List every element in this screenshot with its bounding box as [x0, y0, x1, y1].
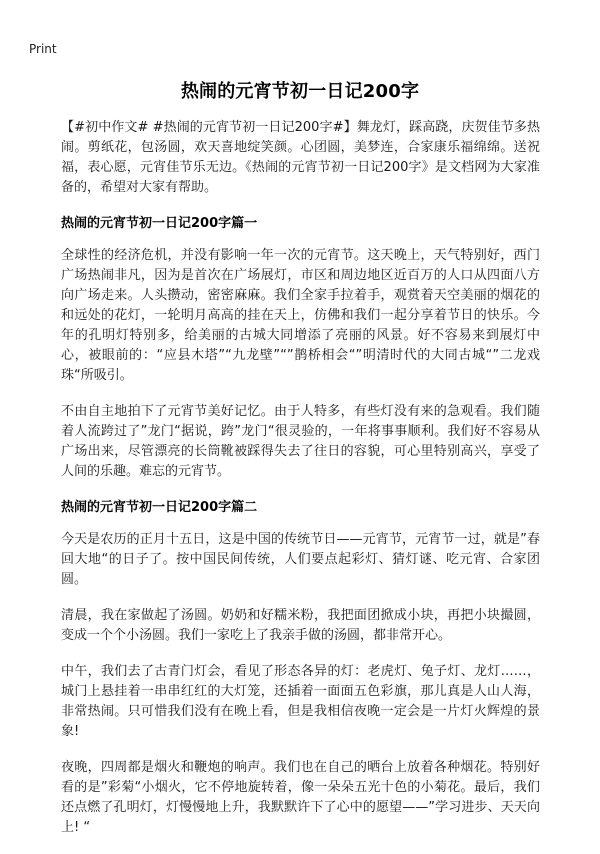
- intro-paragraph: 【#初中作文# #热闹的元宵节初一日记200字#】舞龙灯，踩高跷，庆贺佳节多热闹。剪纸花，包汤圆，欢天喜地绽笑颜。心团圆，美梦连，合家康乐福绵绵。送祝福，表心愿，元宵佳节乐无边。《热闹的元宵节初一日记200字》是文档网为大家准备的，希望对大家有帮助。: [61, 120, 540, 195]
- section-heading: 热闹的元宵节初一日记200字篇二: [61, 500, 258, 515]
- section-heading: 热闹的元宵节初一日记200字篇一: [61, 216, 258, 231]
- section-paragraph: 夜晚，四周都是烟火和鞭炮的响声。我们也在自己的晒台上放着各种烟花。特别好看的是”彩菊“小烟火，它不停地旋转着，像一朵朵五光十色的小菊花。最后，我们还点燃了孔明灯，灯慢慢地上升，我默默许下了心中的愿望——”学习进步、天天向上! “: [61, 760, 540, 835]
- print-link[interactable]: Print: [29, 42, 57, 56]
- section-paragraph: 清晨，我在家做起了汤圆。奶奶和好糯米粉，我把面团掀成小块，再把小块撮圆，变成一个个小汤圆。我们一家吃上了我亲手做的汤圆，都非常开心。: [61, 608, 540, 643]
- section-paragraph: 今天是农历的正月十五日，这是中国的传统节日——元宵节，元宵节一过，就是”春回大地“的日子了。按中国民间传统，人们要点起彩灯、猜灯谜、吃元宵、合家团圆。: [61, 532, 540, 587]
- section-paragraph: 中午，我们去了古青门灯会，看见了形态各异的灯：老虎灯、兔子灯、龙灯……，城门上悬挂着一串串红红的大灯笼，还插着一面面五色彩旗，那儿真是人山人海，非常热闹。只可惜我们没有在晚上看，但是我相信夜晚一定会是一片灯火辉煌的景象!: [61, 664, 540, 739]
- page-title: 热闹的元宵节初一日记200字: [180, 81, 420, 102]
- section-paragraph: 全球性的经济危机，并没有影响一年一次的元宵节。这天晚上，天气特别好，西门广场热闹非凡，因为是首次在广场展灯，市区和周边地区近百万的人口从四面八方向广场走来。人头攒动，密密麻麻。我们全家手拉着手，观赏着天空美丽的烟花的和远处的花灯，一轮明月高高的挂在天上，仿佛和我们一起分享着节日的快乐。今年的孔明灯特别多，给美丽的古城大同增添了亮丽的风景。好不容易来到展灯中心，被眼前的：“应县木塔”“九龙壁”“”鹊桥相会“”明清时代的大同古城“”二龙戏珠“所吸引。: [61, 248, 540, 383]
- section-paragraph: 不由自主地拍下了元宵节美好记忆。由于人特多，有些灯没有来的急观看。我们随着人流跨过了”龙门“据说，跨”龙门“很灵验的，一年将事事顺利。我们好不容易从广场出来，尽管漂亮的长筒靴被踩得失去了往日的容貌，可心里特别高兴，享受了人间的乐趣。难忘的元宵节。: [61, 404, 540, 479]
- article-body: [61, 118, 540, 854]
